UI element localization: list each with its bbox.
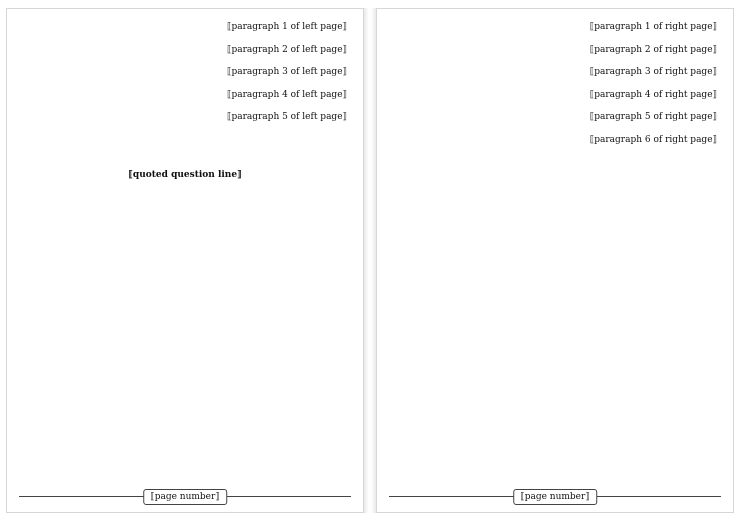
quote-line: ⟦quoted question line⟧	[128, 169, 242, 180]
paragraph: ⟦paragraph 2 of left page⟧	[226, 44, 347, 55]
book-gutter	[364, 8, 376, 513]
left-page	[6, 8, 364, 513]
paragraph: ⟦paragraph 1 of left page⟧	[226, 22, 347, 32]
page-footer	[389, 490, 721, 504]
paragraph: ⟦paragraph 4 of right page⟧	[589, 89, 717, 100]
page-number: ⟦page number⟧	[513, 489, 597, 505]
page-number: ⟦page number⟧	[143, 489, 227, 505]
paragraph: ⟦paragraph 4 of left page⟧	[226, 89, 347, 100]
paragraph: ⟦paragraph 6 of right page⟧	[589, 134, 717, 145]
paragraph: ⟦paragraph 2 of right page⟧	[589, 44, 717, 55]
paragraph: ⟦paragraph 3 of right page⟧	[589, 67, 717, 77]
paragraph: ⟦paragraph 5 of left page⟧	[226, 112, 347, 122]
paragraph: ⟦paragraph 5 of right page⟧	[589, 112, 717, 122]
left-page-text	[23, 19, 347, 189]
paragraph: ⟦paragraph 1 of right page⟧	[589, 22, 717, 32]
page-footer	[19, 490, 351, 504]
right-page-text	[393, 19, 717, 154]
paragraph: ⟦paragraph 3 of left page⟧	[226, 67, 347, 77]
right-page	[376, 8, 734, 513]
